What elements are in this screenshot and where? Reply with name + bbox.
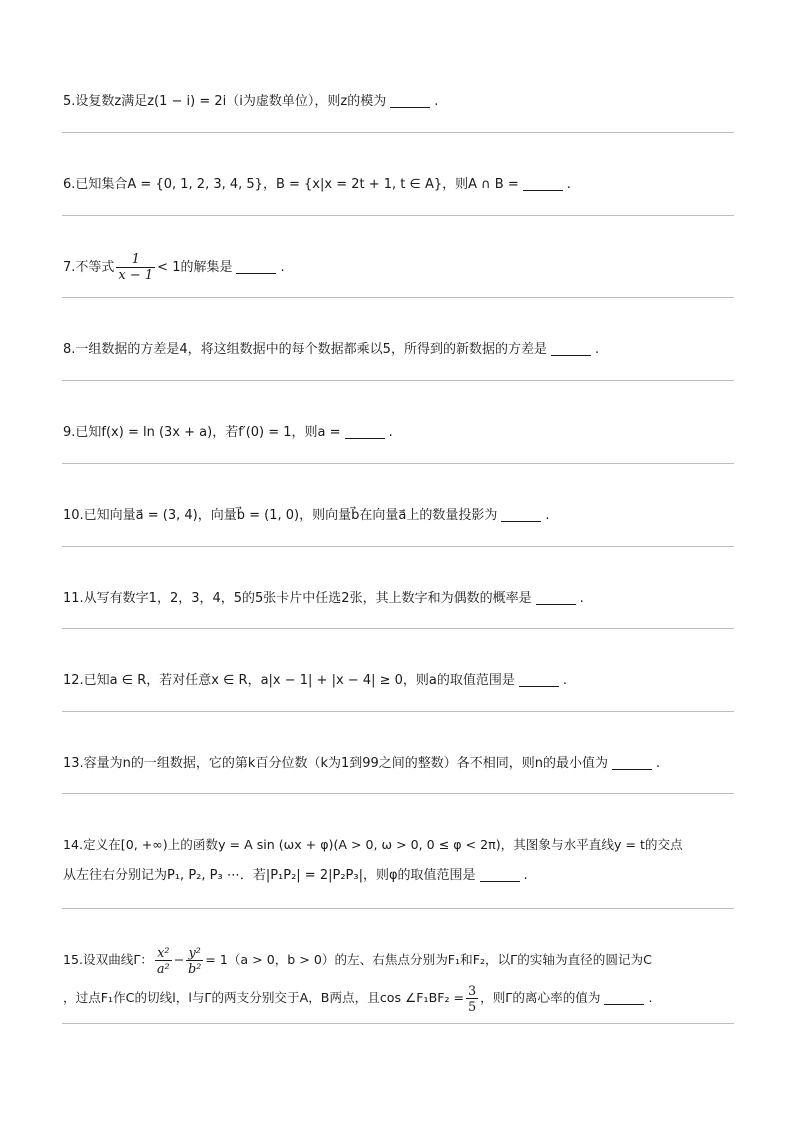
question-15-line-1-suffix: = 1（a > 0，b > 0）的左、右焦点分别为F₁和F₂，以Γ的实轴为直径的圆记为C xyxy=(205,952,652,967)
question-14-line-1: 14.定义在[0, +∞)上的函数y = A sin (ωx + φ)(A > 0, ω > 0, 0 ≤ φ < 2π)，其图象与水平直线y = t的交点 xyxy=(63,837,683,852)
divider xyxy=(62,793,734,794)
fraction-numerator: 3 xyxy=(468,983,477,998)
divider xyxy=(62,132,734,133)
question-end-mark: . xyxy=(545,508,550,523)
fraction-numerator: 1 xyxy=(116,252,155,268)
question-14 xyxy=(63,834,735,887)
question-15-line-2-prefix: ，过点F₁作C的切线l，l与Γ的两支分别交于A，B两点，且cos ∠F₁BF₂ = xyxy=(63,990,465,1005)
divider xyxy=(62,908,734,909)
question-14-line-2 xyxy=(63,865,735,887)
answer-blank xyxy=(612,755,652,770)
question-13-text: 13.容量为n的一组数据，它的第k百分位数（k为1到99之间的整数）各不相同，则n的最小值为 xyxy=(63,756,609,771)
fraction xyxy=(466,983,478,1014)
question-14-line-2-text: 从左往右分别记为P₁, P₂, P₃ ⋯．若|P₁P₂| = 2|P₂P₃|，则φ的取值范围是 xyxy=(63,868,476,883)
minus-sign: − xyxy=(173,952,185,967)
divider xyxy=(62,711,734,712)
question-5 xyxy=(63,91,735,113)
fraction xyxy=(116,252,155,283)
question-end-mark: . xyxy=(594,342,600,357)
question-7 xyxy=(63,248,735,288)
question-10-text: 10.已知向量a⃗ = (3, 4)，向量b⃗ = (1, 0)，则向量b⃗在向量a⃗上的数量投影为 xyxy=(63,508,498,523)
answer-blank xyxy=(390,93,430,108)
question-5-text: 5.设复数z满足z(1 − i) = 2i（i为虚数单位），则z的模为 xyxy=(63,94,387,109)
question-end-mark: . xyxy=(434,94,439,109)
question-end-mark: . xyxy=(562,673,567,688)
fraction-denominator: a² xyxy=(157,961,170,976)
answer-blank xyxy=(523,176,563,191)
question-end-mark: . xyxy=(523,868,528,883)
question-7-prefix: 7.不等式 xyxy=(63,260,115,275)
question-end-mark: . xyxy=(566,177,571,192)
divider xyxy=(62,628,734,629)
question-11-text: 11.从写有数字1，2，3，4，5的5张卡片中任选2张，其上数字和为偶数的概率是 xyxy=(63,591,532,606)
fraction-numerator: x² xyxy=(155,945,172,961)
question-8-text: 8.一组数据的方差是4，将这组数据中的每个数据都乘以5，所得到的新数据的方差是 xyxy=(63,342,547,357)
question-end-mark: . xyxy=(656,756,661,771)
answer-blank xyxy=(345,424,385,439)
question-15-prefix: 15.设双曲线Γ： xyxy=(63,952,154,967)
question-15-line-2-suffix: ，则Γ的离心率的值为 xyxy=(480,990,601,1005)
question-15-line-2 xyxy=(63,978,735,1018)
question-12 xyxy=(63,670,735,692)
fraction-denominator: 5 xyxy=(468,999,477,1014)
question-6 xyxy=(63,174,735,196)
question-15-line-1 xyxy=(63,940,735,980)
divider xyxy=(62,297,734,298)
question-12-text: 12.已知a ∈ R，若对任意x ∈ R，a|x − 1| + |x − 4| ≥ 0，则a的取值范围是 xyxy=(63,673,515,688)
divider xyxy=(62,1023,734,1024)
divider xyxy=(62,546,734,547)
divider xyxy=(62,380,734,381)
question-7-suffix: < 1的解集是 xyxy=(157,260,233,275)
answer-blank xyxy=(480,867,520,882)
answer-blank xyxy=(501,507,541,522)
question-11 xyxy=(63,588,735,610)
question-10 xyxy=(63,505,735,527)
question-13 xyxy=(63,753,735,775)
divider xyxy=(62,463,734,464)
fraction-numerator: y² xyxy=(186,945,203,961)
question-9-text: 9.已知f(x) = ln (3x + a)，若f′(0) = 1，则a = xyxy=(63,425,341,440)
answer-blank xyxy=(236,259,276,274)
fraction xyxy=(186,945,203,976)
answer-blank xyxy=(604,990,644,1005)
question-8 xyxy=(63,339,735,361)
fraction-denominator: b² xyxy=(188,961,202,976)
divider xyxy=(62,215,734,216)
question-end-mark: . xyxy=(388,425,393,440)
fraction-denominator: x − 1 xyxy=(118,268,154,283)
answer-blank xyxy=(519,672,559,687)
question-6-text: 6.已知集合A = {0, 1, 2, 3, 4, 5}，B = {x|x = 2t + 1, t ∈ A}，则A ∩ B = xyxy=(63,177,519,192)
answer-blank xyxy=(536,590,576,605)
question-end-mark: . xyxy=(648,990,653,1005)
fraction xyxy=(155,945,172,976)
question-end-mark: . xyxy=(579,591,584,606)
question-end-mark: . xyxy=(280,260,285,275)
answer-blank xyxy=(551,341,591,356)
question-9 xyxy=(63,422,735,444)
question-15 xyxy=(63,940,735,1018)
